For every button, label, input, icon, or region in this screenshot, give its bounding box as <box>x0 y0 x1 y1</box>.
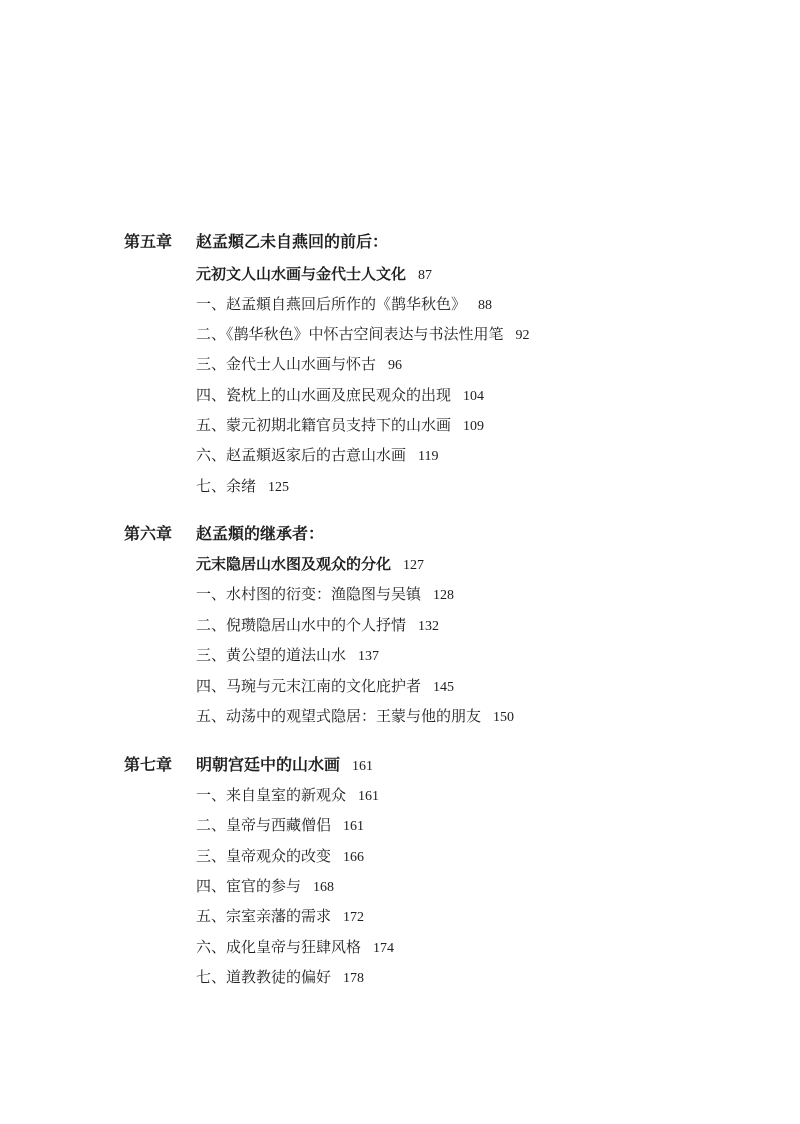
section-title: 一、来自皇室的新观众 <box>196 786 347 804</box>
page-number: 161 <box>343 819 365 834</box>
page-number: 166 <box>343 850 365 865</box>
page-number: 104 <box>463 389 485 404</box>
chapter-title: 赵孟頫乙未自燕回的前后： <box>196 232 389 251</box>
toc-entry <box>196 354 402 374</box>
toc-entry <box>196 937 394 957</box>
section-title: 二、《鹊华秋色》中怀古空间表达与书法性用笔 <box>196 325 504 343</box>
page-number: 109 <box>463 419 485 434</box>
toc-entry <box>196 706 514 726</box>
toc-entry <box>196 876 334 896</box>
page-number: 125 <box>268 480 290 495</box>
section-title: 四、宦官的参与 <box>196 877 302 895</box>
toc-entry <box>196 385 484 405</box>
chapter-title: 赵孟頫的继承者： <box>196 524 325 543</box>
section-title: 五、宗室亲藩的需求 <box>196 907 332 925</box>
section-title: 三、金代士人山水画与怀古 <box>196 355 377 373</box>
section-title: 一、水村图的衍变：渔隐图与吴镇 <box>196 585 422 603</box>
page-number: 87 <box>418 268 433 283</box>
toc-entry <box>196 415 484 435</box>
page-number: 161 <box>352 759 374 774</box>
page-number: 137 <box>358 649 380 664</box>
toc-entry <box>196 906 364 926</box>
page-number: 150 <box>493 710 515 725</box>
section-title: 三、黄公望的道法山水 <box>196 646 347 664</box>
section-title: 七、道教教徒的偏好 <box>196 968 332 986</box>
section-title: 五、蒙元初期北籍官员支持下的山水画 <box>196 416 452 434</box>
page-number: 161 <box>358 789 380 804</box>
section-title: 五、动荡中的观望式隐居：王蒙与他的朋友 <box>196 707 482 725</box>
page-number: 174 <box>373 941 395 956</box>
chapter-subtitle: 元初文人山水画与金代士人文化 <box>196 265 407 283</box>
page-number: 145 <box>433 680 455 695</box>
chapter-label: 第六章 <box>124 524 173 543</box>
page-number: 92 <box>515 328 530 343</box>
toc-entry <box>196 584 454 604</box>
chapter-label: 第七章 <box>124 755 173 774</box>
section-title: 二、倪瓒隐居山水中的个人抒情 <box>196 616 407 634</box>
toc-entry <box>196 476 289 496</box>
toc-entry <box>196 645 379 665</box>
toc-entry <box>196 445 439 465</box>
section-title: 六、赵孟頫返家后的古意山水画 <box>196 446 407 464</box>
section-title: 四、马琬与元末江南的文化庇护者 <box>196 677 422 695</box>
page-number: 172 <box>343 910 365 925</box>
section-title: 二、皇帝与西藏僧侣 <box>196 816 332 834</box>
page-number: 132 <box>418 619 440 634</box>
chapter-title: 明朝宫廷中的山水画 <box>196 755 341 774</box>
chapter-subtitle-line <box>196 554 424 574</box>
page-number: 96 <box>388 358 403 373</box>
toc-entry <box>196 615 439 635</box>
chapter-label: 第五章 <box>124 232 173 251</box>
chapter-heading <box>124 232 388 252</box>
page-number: 119 <box>418 449 439 464</box>
toc-entry <box>196 294 492 314</box>
page-number: 127 <box>403 558 425 573</box>
chapter-subtitle: 元末隐居山水图及观众的分化 <box>196 555 392 573</box>
toc-entry <box>196 785 379 805</box>
chapter-subtitle-line <box>196 264 432 284</box>
page-number: 88 <box>478 298 493 313</box>
section-title: 三、皇帝观众的改变 <box>196 847 332 865</box>
toc-entry <box>196 676 454 696</box>
page-number: 128 <box>433 588 455 603</box>
toc-entry <box>196 846 364 866</box>
page-number: 168 <box>313 880 335 895</box>
page-number: 178 <box>343 971 365 986</box>
section-title: 四、瓷枕上的山水画及庶民观众的出现 <box>196 386 452 404</box>
toc-entry <box>196 967 364 987</box>
chapter-heading <box>124 755 373 775</box>
toc-entry <box>196 324 530 344</box>
toc-entry <box>196 815 364 835</box>
section-title: 六、成化皇帝与狂肆风格 <box>196 938 362 956</box>
section-title: 七、余绪 <box>196 477 257 495</box>
chapter-heading <box>124 524 324 544</box>
section-title: 一、赵孟頫自燕回后所作的《鹊华秋色》 <box>196 295 467 313</box>
